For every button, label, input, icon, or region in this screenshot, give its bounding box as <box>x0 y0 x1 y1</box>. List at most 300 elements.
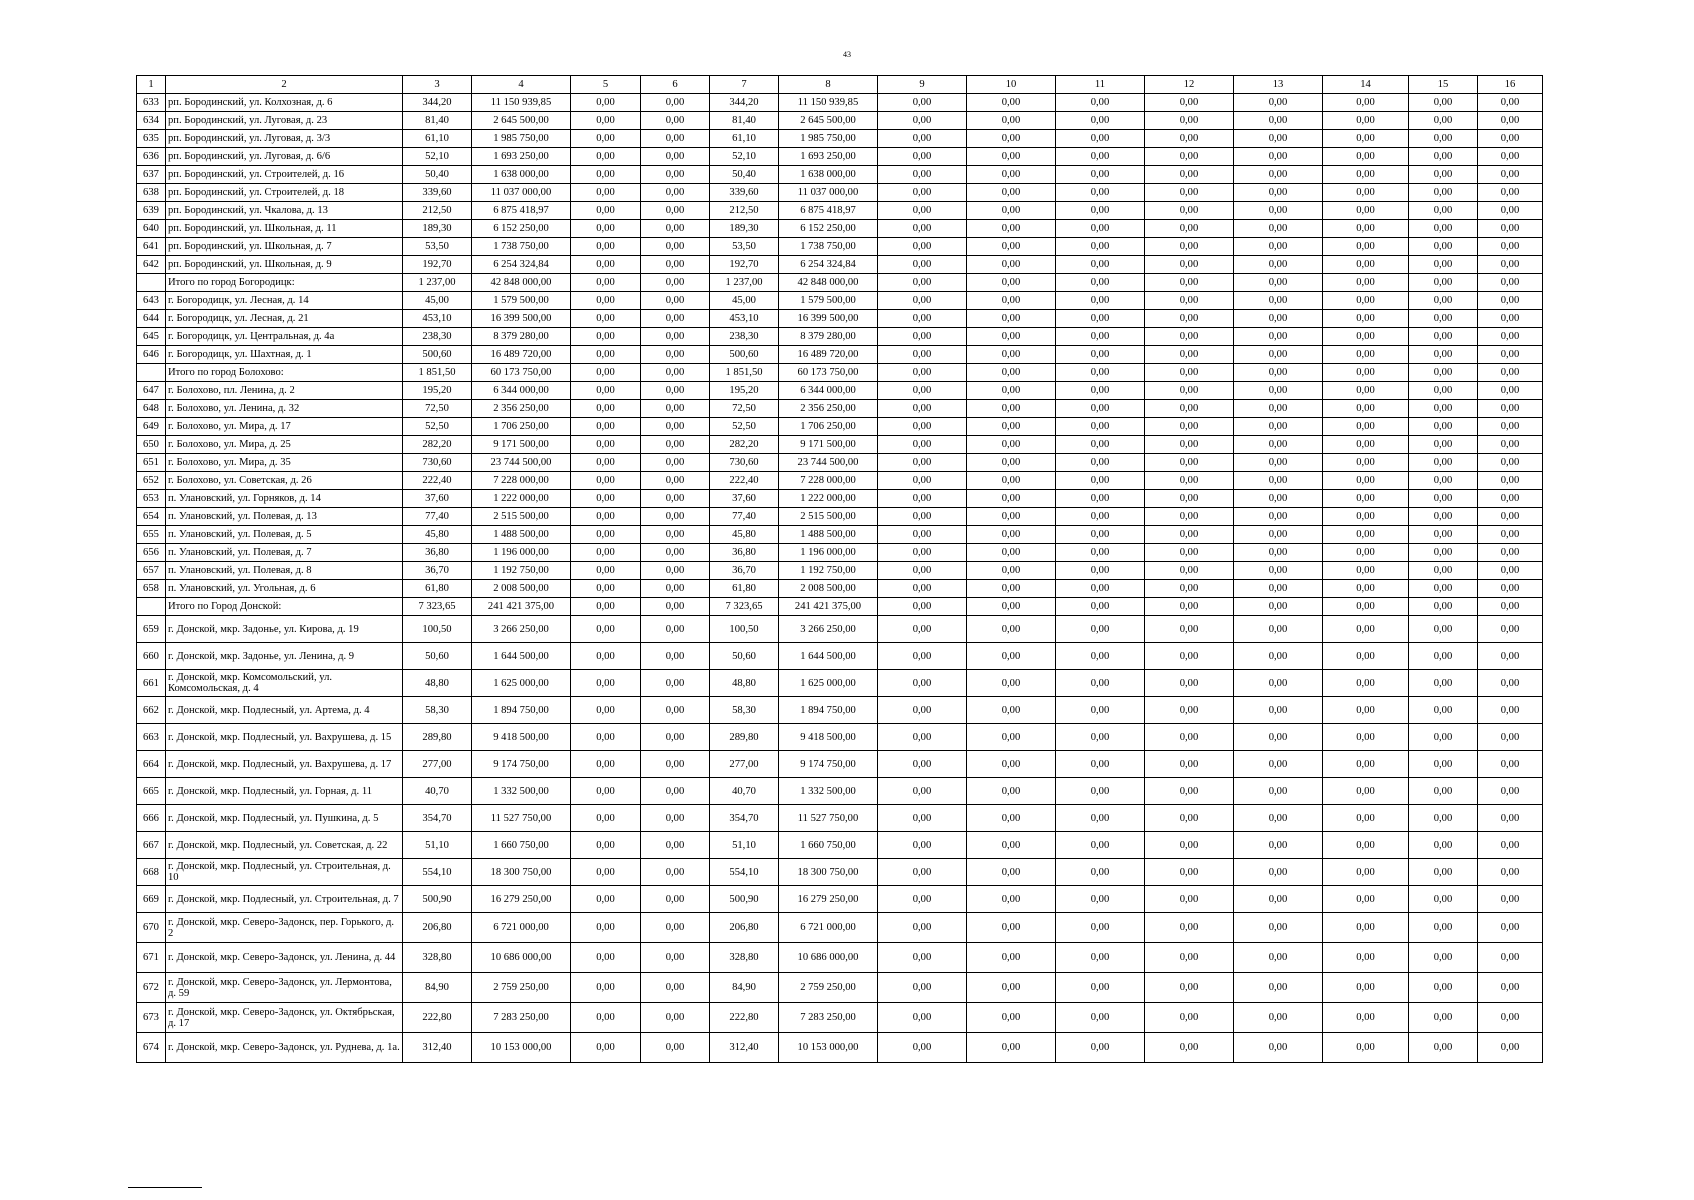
cell-col-16: 0,00 <box>1478 310 1543 328</box>
cell-col-8: 3 266 250,00 <box>779 616 878 643</box>
cell-col-5: 0,00 <box>571 472 641 490</box>
cell-col-11: 0,00 <box>1056 670 1145 697</box>
cell-col-5: 0,00 <box>571 346 641 364</box>
cell-col-6: 0,00 <box>641 670 710 697</box>
cell-col-7: 50,40 <box>710 166 779 184</box>
cell-col-14: 0,00 <box>1323 697 1409 724</box>
cell-col-7: 61,80 <box>710 580 779 598</box>
cell-col-11: 0,00 <box>1056 724 1145 751</box>
cell-col-16: 0,00 <box>1478 418 1543 436</box>
cell-col-8: 1 625 000,00 <box>779 670 878 697</box>
cell-col-12: 0,00 <box>1145 454 1234 472</box>
cell-col-9: 0,00 <box>878 526 967 544</box>
cell-col-10: 0,00 <box>967 973 1056 1003</box>
cell-col-9: 0,00 <box>878 472 967 490</box>
cell-col-5: 0,00 <box>571 580 641 598</box>
address-cell: г. Донской, мкр. Подлесный, ул. Артема, д. 4 <box>166 697 403 724</box>
cell-col-15: 0,00 <box>1409 166 1478 184</box>
table-row <box>137 238 1543 256</box>
cell-col-6: 0,00 <box>641 148 710 166</box>
cell-col-3: 36,80 <box>403 544 472 562</box>
cell-col-6: 0,00 <box>641 130 710 148</box>
cell-col-10: 0,00 <box>967 400 1056 418</box>
cell-col-5: 0,00 <box>571 274 641 292</box>
cell-col-12: 0,00 <box>1145 697 1234 724</box>
cell-col-3: 50,60 <box>403 643 472 670</box>
cell-col-9: 0,00 <box>878 310 967 328</box>
cell-col-11: 0,00 <box>1056 418 1145 436</box>
cell-col-12: 0,00 <box>1145 508 1234 526</box>
cell-col-8: 23 744 500,00 <box>779 454 878 472</box>
address-cell: г. Донской, мкр. Подлесный, ул. Пушкина, д. 5 <box>166 805 403 832</box>
address-cell: г. Донской, мкр. Задонье, ул. Ленина, д. 9 <box>166 643 403 670</box>
cell-col-10: 0,00 <box>967 238 1056 256</box>
cell-col-9: 0,00 <box>878 184 967 202</box>
row-number: 662 <box>137 697 166 724</box>
address-cell: п. Улановский, ул. Полевая, д. 7 <box>166 544 403 562</box>
cell-col-3: 312,40 <box>403 1033 472 1063</box>
cell-col-3: 328,80 <box>403 943 472 973</box>
cell-col-15: 0,00 <box>1409 670 1478 697</box>
cell-col-10: 0,00 <box>967 832 1056 859</box>
cell-col-16: 0,00 <box>1478 697 1543 724</box>
cell-col-13: 0,00 <box>1234 184 1323 202</box>
cell-col-8: 9 418 500,00 <box>779 724 878 751</box>
cell-col-4: 6 344 000,00 <box>472 382 571 400</box>
cell-col-12: 0,00 <box>1145 364 1234 382</box>
cell-col-13: 0,00 <box>1234 751 1323 778</box>
cell-col-9: 0,00 <box>878 436 967 454</box>
cell-col-3: 238,30 <box>403 328 472 346</box>
row-number: 658 <box>137 580 166 598</box>
cell-col-4: 1 693 250,00 <box>472 148 571 166</box>
cell-col-6: 0,00 <box>641 202 710 220</box>
cell-col-15: 0,00 <box>1409 697 1478 724</box>
cell-col-9: 0,00 <box>878 94 967 112</box>
cell-col-3: 206,80 <box>403 913 472 943</box>
cell-col-10: 0,00 <box>967 436 1056 454</box>
cell-col-6: 0,00 <box>641 292 710 310</box>
cell-col-13: 0,00 <box>1234 472 1323 490</box>
cell-col-3: 500,60 <box>403 346 472 364</box>
cell-col-10: 0,00 <box>967 166 1056 184</box>
cell-col-5: 0,00 <box>571 382 641 400</box>
cell-col-3: 453,10 <box>403 310 472 328</box>
cell-col-4: 42 848 000,00 <box>472 274 571 292</box>
cell-col-9: 0,00 <box>878 292 967 310</box>
cell-col-16: 0,00 <box>1478 913 1543 943</box>
cell-col-15: 0,00 <box>1409 616 1478 643</box>
cell-col-11: 0,00 <box>1056 490 1145 508</box>
cell-col-15: 0,00 <box>1409 751 1478 778</box>
cell-col-5: 0,00 <box>571 490 641 508</box>
cell-col-16: 0,00 <box>1478 220 1543 238</box>
cell-col-5: 0,00 <box>571 526 641 544</box>
cell-col-15: 0,00 <box>1409 886 1478 913</box>
cell-col-14: 0,00 <box>1323 112 1409 130</box>
table-row <box>137 616 1543 643</box>
cell-col-6: 0,00 <box>641 508 710 526</box>
cell-col-8: 7 283 250,00 <box>779 1003 878 1033</box>
cell-col-8: 2 645 500,00 <box>779 112 878 130</box>
cell-col-6: 0,00 <box>641 562 710 580</box>
cell-col-8: 16 489 720,00 <box>779 346 878 364</box>
address-cell: п. Улановский, ул. Полевая, д. 13 <box>166 508 403 526</box>
cell-col-8: 6 721 000,00 <box>779 913 878 943</box>
cell-col-14: 0,00 <box>1323 832 1409 859</box>
cell-col-15: 0,00 <box>1409 274 1478 292</box>
cell-col-5: 0,00 <box>571 670 641 697</box>
row-number: 657 <box>137 562 166 580</box>
table-row <box>137 166 1543 184</box>
cell-col-3: 45,00 <box>403 292 472 310</box>
cell-col-6: 0,00 <box>641 328 710 346</box>
cell-col-7: 58,30 <box>710 697 779 724</box>
cell-col-11: 0,00 <box>1056 526 1145 544</box>
cell-col-15: 0,00 <box>1409 943 1478 973</box>
cell-col-8: 1 894 750,00 <box>779 697 878 724</box>
cell-col-8: 1 196 000,00 <box>779 544 878 562</box>
cell-col-4: 7 228 000,00 <box>472 472 571 490</box>
cell-col-11: 0,00 <box>1056 1033 1145 1063</box>
cell-col-11: 0,00 <box>1056 202 1145 220</box>
cell-col-12: 0,00 <box>1145 436 1234 454</box>
column-header-9: 9 <box>878 76 967 94</box>
address-cell: рп. Бородинский, ул. Строителей, д. 18 <box>166 184 403 202</box>
cell-col-13: 0,00 <box>1234 859 1323 886</box>
cell-col-8: 2 008 500,00 <box>779 580 878 598</box>
cell-col-8: 6 152 250,00 <box>779 220 878 238</box>
row-number: 634 <box>137 112 166 130</box>
row-number: 663 <box>137 724 166 751</box>
cell-col-6: 0,00 <box>641 220 710 238</box>
cell-col-3: 282,20 <box>403 436 472 454</box>
column-header-4: 4 <box>472 76 571 94</box>
cell-col-9: 0,00 <box>878 724 967 751</box>
cell-col-4: 1 706 250,00 <box>472 418 571 436</box>
cell-col-3: 36,70 <box>403 562 472 580</box>
cell-col-12: 0,00 <box>1145 580 1234 598</box>
cell-col-14: 0,00 <box>1323 166 1409 184</box>
cell-col-4: 6 721 000,00 <box>472 913 571 943</box>
cell-col-15: 0,00 <box>1409 778 1478 805</box>
cell-col-7: 339,60 <box>710 184 779 202</box>
cell-col-16: 0,00 <box>1478 670 1543 697</box>
row-number: 638 <box>137 184 166 202</box>
cell-col-14: 0,00 <box>1323 400 1409 418</box>
cell-col-14: 0,00 <box>1323 184 1409 202</box>
cell-col-8: 1 693 250,00 <box>779 148 878 166</box>
cell-col-12: 0,00 <box>1145 418 1234 436</box>
cell-col-12: 0,00 <box>1145 202 1234 220</box>
cell-col-8: 2 515 500,00 <box>779 508 878 526</box>
cell-col-16: 0,00 <box>1478 166 1543 184</box>
cell-col-4: 16 399 500,00 <box>472 310 571 328</box>
address-cell: г. Богородицк, ул. Лесная, д. 21 <box>166 310 403 328</box>
cell-col-15: 0,00 <box>1409 346 1478 364</box>
address-cell: рп. Бородинский, ул. Чкалова, д. 13 <box>166 202 403 220</box>
table-row <box>137 1003 1543 1033</box>
column-header-11: 11 <box>1056 76 1145 94</box>
cell-col-13: 0,00 <box>1234 400 1323 418</box>
cell-col-4: 241 421 375,00 <box>472 598 571 616</box>
table-row <box>137 436 1543 454</box>
cell-col-7: 195,20 <box>710 382 779 400</box>
cell-col-11: 0,00 <box>1056 643 1145 670</box>
cell-col-4: 8 379 280,00 <box>472 328 571 346</box>
cell-col-15: 0,00 <box>1409 1033 1478 1063</box>
table-row <box>137 973 1543 1003</box>
cell-col-9: 0,00 <box>878 112 967 130</box>
cell-col-8: 1 192 750,00 <box>779 562 878 580</box>
cell-col-6: 0,00 <box>641 238 710 256</box>
address-cell: г. Донской, мкр. Подлесный, ул. Строительная, д. 10 <box>166 859 403 886</box>
cell-col-8: 6 254 324,84 <box>779 256 878 274</box>
cell-col-5: 0,00 <box>571 238 641 256</box>
cell-col-7: 222,40 <box>710 472 779 490</box>
cell-col-13: 0,00 <box>1234 328 1323 346</box>
cell-col-12: 0,00 <box>1145 913 1234 943</box>
cell-col-15: 0,00 <box>1409 94 1478 112</box>
cell-col-14: 0,00 <box>1323 490 1409 508</box>
cell-col-16: 0,00 <box>1478 436 1543 454</box>
cell-col-6: 0,00 <box>641 382 710 400</box>
cell-col-5: 0,00 <box>571 418 641 436</box>
cell-col-12: 0,00 <box>1145 94 1234 112</box>
row-number: 666 <box>137 805 166 832</box>
row-number: 673 <box>137 1003 166 1033</box>
cell-col-16: 0,00 <box>1478 472 1543 490</box>
cell-col-11: 0,00 <box>1056 544 1145 562</box>
cell-col-13: 0,00 <box>1234 220 1323 238</box>
cell-col-3: 84,90 <box>403 973 472 1003</box>
cell-col-11: 0,00 <box>1056 598 1145 616</box>
row-number: 642 <box>137 256 166 274</box>
address-cell: рп. Бородинский, ул. Луговая, д. 3/3 <box>166 130 403 148</box>
cell-col-9: 0,00 <box>878 220 967 238</box>
cell-col-9: 0,00 <box>878 1033 967 1063</box>
cell-col-9: 0,00 <box>878 913 967 943</box>
cell-col-16: 0,00 <box>1478 130 1543 148</box>
cell-col-12: 0,00 <box>1145 886 1234 913</box>
cell-col-7: 53,50 <box>710 238 779 256</box>
cell-col-7: 36,70 <box>710 562 779 580</box>
cell-col-7: 45,00 <box>710 292 779 310</box>
cell-col-9: 0,00 <box>878 832 967 859</box>
cell-col-9: 0,00 <box>878 805 967 832</box>
cell-col-9: 0,00 <box>878 148 967 166</box>
cell-col-6: 0,00 <box>641 112 710 130</box>
column-header-13: 13 <box>1234 76 1323 94</box>
cell-col-13: 0,00 <box>1234 598 1323 616</box>
cell-col-14: 0,00 <box>1323 148 1409 166</box>
cell-col-14: 0,00 <box>1323 1003 1409 1033</box>
cell-col-15: 0,00 <box>1409 913 1478 943</box>
cell-col-12: 0,00 <box>1145 778 1234 805</box>
cell-col-12: 0,00 <box>1145 670 1234 697</box>
cell-col-6: 0,00 <box>641 346 710 364</box>
cell-col-13: 0,00 <box>1234 382 1323 400</box>
cell-col-10: 0,00 <box>967 328 1056 346</box>
cell-col-14: 0,00 <box>1323 346 1409 364</box>
cell-col-10: 0,00 <box>967 472 1056 490</box>
cell-col-11: 0,00 <box>1056 508 1145 526</box>
cell-col-14: 0,00 <box>1323 598 1409 616</box>
cell-col-8: 10 153 000,00 <box>779 1033 878 1063</box>
cell-col-7: 206,80 <box>710 913 779 943</box>
cell-col-5: 0,00 <box>571 202 641 220</box>
column-number-header-row <box>137 76 1543 94</box>
cell-col-4: 16 279 250,00 <box>472 886 571 913</box>
table-row <box>137 148 1543 166</box>
cell-col-9: 0,00 <box>878 643 967 670</box>
cell-col-16: 0,00 <box>1478 751 1543 778</box>
cell-col-16: 0,00 <box>1478 292 1543 310</box>
cell-col-6: 0,00 <box>641 94 710 112</box>
cell-col-4: 3 266 250,00 <box>472 616 571 643</box>
cell-col-13: 0,00 <box>1234 238 1323 256</box>
cell-col-10: 0,00 <box>967 292 1056 310</box>
address-cell: рп. Бородинский, ул. Школьная, д. 11 <box>166 220 403 238</box>
cell-col-5: 0,00 <box>571 94 641 112</box>
cell-col-3: 45,80 <box>403 526 472 544</box>
cell-col-9: 0,00 <box>878 454 967 472</box>
cell-col-13: 0,00 <box>1234 544 1323 562</box>
cell-col-14: 0,00 <box>1323 130 1409 148</box>
cell-col-14: 0,00 <box>1323 724 1409 751</box>
cell-col-9: 0,00 <box>878 418 967 436</box>
cell-col-15: 0,00 <box>1409 310 1478 328</box>
cell-col-15: 0,00 <box>1409 832 1478 859</box>
address-cell: г. Донской, мкр. Подлесный, ул. Горная, д. 11 <box>166 778 403 805</box>
cell-col-11: 0,00 <box>1056 94 1145 112</box>
cell-col-14: 0,00 <box>1323 202 1409 220</box>
cell-col-11: 0,00 <box>1056 184 1145 202</box>
cell-col-5: 0,00 <box>571 697 641 724</box>
cell-col-5: 0,00 <box>571 859 641 886</box>
cell-col-7: 289,80 <box>710 724 779 751</box>
cell-col-3: 77,40 <box>403 508 472 526</box>
cell-col-9: 0,00 <box>878 544 967 562</box>
cell-col-9: 0,00 <box>878 400 967 418</box>
cell-col-4: 9 418 500,00 <box>472 724 571 751</box>
cell-col-8: 6 875 418,97 <box>779 202 878 220</box>
cell-col-9: 0,00 <box>878 346 967 364</box>
cell-col-14: 0,00 <box>1323 643 1409 670</box>
cell-col-6: 0,00 <box>641 490 710 508</box>
cell-col-15: 0,00 <box>1409 490 1478 508</box>
cell-col-8: 60 173 750,00 <box>779 364 878 382</box>
cell-col-3: 354,70 <box>403 805 472 832</box>
cell-col-16: 0,00 <box>1478 859 1543 886</box>
cell-col-3: 52,50 <box>403 418 472 436</box>
table-row <box>137 508 1543 526</box>
cell-col-7: 37,60 <box>710 490 779 508</box>
column-header-16: 16 <box>1478 76 1543 94</box>
row-number: 643 <box>137 292 166 310</box>
row-number: 667 <box>137 832 166 859</box>
cell-col-7: 189,30 <box>710 220 779 238</box>
cell-col-12: 0,00 <box>1145 562 1234 580</box>
cell-col-13: 0,00 <box>1234 643 1323 670</box>
cell-col-9: 0,00 <box>878 616 967 643</box>
row-number: 635 <box>137 130 166 148</box>
cell-col-4: 1 638 000,00 <box>472 166 571 184</box>
cell-col-7: 51,10 <box>710 832 779 859</box>
row-number: 661 <box>137 670 166 697</box>
address-cell: Итого по город Богородицк: <box>166 274 403 292</box>
row-number: 649 <box>137 418 166 436</box>
cell-col-9: 0,00 <box>878 274 967 292</box>
cell-col-12: 0,00 <box>1145 859 1234 886</box>
column-header-1: 1 <box>137 76 166 94</box>
cell-col-4: 23 744 500,00 <box>472 454 571 472</box>
cell-col-9: 0,00 <box>878 364 967 382</box>
cell-col-3: 7 323,65 <box>403 598 472 616</box>
register-table-body <box>137 76 1543 1063</box>
cell-col-12: 0,00 <box>1145 472 1234 490</box>
cell-col-12: 0,00 <box>1145 256 1234 274</box>
row-number: 645 <box>137 328 166 346</box>
cell-col-10: 0,00 <box>967 886 1056 913</box>
cell-col-10: 0,00 <box>967 805 1056 832</box>
cell-col-5: 0,00 <box>571 508 641 526</box>
cell-col-8: 18 300 750,00 <box>779 859 878 886</box>
table-row <box>137 670 1543 697</box>
cell-col-3: 40,70 <box>403 778 472 805</box>
cell-col-6: 0,00 <box>641 724 710 751</box>
cell-col-15: 0,00 <box>1409 130 1478 148</box>
subtotal-row <box>137 598 1543 616</box>
cell-col-10: 0,00 <box>967 364 1056 382</box>
cell-col-3: 61,10 <box>403 130 472 148</box>
cell-col-9: 0,00 <box>878 202 967 220</box>
cell-col-14: 0,00 <box>1323 454 1409 472</box>
cell-col-3: 344,20 <box>403 94 472 112</box>
cell-col-12: 0,00 <box>1145 526 1234 544</box>
column-header-6: 6 <box>641 76 710 94</box>
cell-col-14: 0,00 <box>1323 859 1409 886</box>
cell-col-13: 0,00 <box>1234 805 1323 832</box>
table-row <box>137 859 1543 886</box>
cell-col-6: 0,00 <box>641 643 710 670</box>
cell-col-12: 0,00 <box>1145 310 1234 328</box>
cell-col-4: 1 222 000,00 <box>472 490 571 508</box>
cell-col-10: 0,00 <box>967 697 1056 724</box>
cell-col-8: 241 421 375,00 <box>779 598 878 616</box>
address-cell: г. Донской, мкр. Подлесный, ул. Вахрушева, д. 17 <box>166 751 403 778</box>
cell-col-11: 0,00 <box>1056 805 1145 832</box>
cell-col-16: 0,00 <box>1478 526 1543 544</box>
cell-col-15: 0,00 <box>1409 418 1478 436</box>
address-cell: г. Донской, мкр. Подлесный, ул. Строительная, д. 7 <box>166 886 403 913</box>
cell-col-13: 0,00 <box>1234 616 1323 643</box>
cell-col-3: 48,80 <box>403 670 472 697</box>
cell-col-13: 0,00 <box>1234 724 1323 751</box>
address-cell: г. Болохово, ул. Мира, д. 35 <box>166 454 403 472</box>
cell-col-13: 0,00 <box>1234 310 1323 328</box>
cell-col-15: 0,00 <box>1409 148 1478 166</box>
cell-col-11: 0,00 <box>1056 913 1145 943</box>
cell-col-8: 1 332 500,00 <box>779 778 878 805</box>
cell-col-3: 1 851,50 <box>403 364 472 382</box>
cell-col-6: 0,00 <box>641 832 710 859</box>
address-cell: г. Богородицк, ул. Центральная, д. 4а <box>166 328 403 346</box>
cell-col-5: 0,00 <box>571 973 641 1003</box>
register-table-wrapper <box>136 75 1543 1063</box>
cell-col-10: 0,00 <box>967 184 1056 202</box>
cell-col-3: 50,40 <box>403 166 472 184</box>
